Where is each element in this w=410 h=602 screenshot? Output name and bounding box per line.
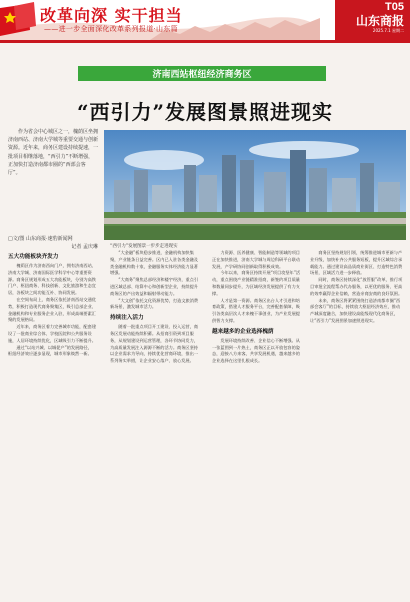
paragraph: 人才是第一资源。商务区出台人才引进和培育政策，搭建人才服务平台，完善配套保障，吸引各类高层次人才来槐干事创业，为产业发展提供智力支撑。 — [212, 297, 300, 323]
page-badge — [335, 0, 410, 40]
paragraph: 通过“以站兴城、以城促产”的发展路径，枢纽经济效应逐步显现，城市形象焕然一新。 — [8, 344, 92, 357]
paragraph: “大文创”依托文化资源优势，打造文旅消费新场景，激发城市活力。 — [110, 297, 199, 310]
masthead-banner — [0, 0, 410, 40]
article-headline: “西引力”发展图景照进现实 — [76, 100, 333, 124]
subhead-3: 越来越多的企业选择槐荫 — [212, 328, 274, 335]
article-intro: 作为省会中心城区之一，槐荫区坐拥济南西站、济南大学城等重要交通与创新资源。近年来，商务区建设持续提速，一批项目相继落地，“西引力”不断增强，正加快打造济南都市圈的“西部会客厅”。 — [8, 129, 98, 177]
paragraph: “大商务”聚焦总部经济和楼宇经济，重点引进区域总部、结算中心和创新型企业，持续提升商务区的产出效益和辐射带动能力。 — [110, 277, 199, 296]
section-label: 济南西站枢纽经济商务区 — [152, 70, 252, 80]
paper-section-name: 山东商报 — [355, 14, 404, 28]
paragraph: 力资源、医养健康、智能制造等领域的项目正在加快推进，济南大学城与周边科研平台联动发展，产学研协同创新取得积极成效。 — [212, 250, 300, 269]
article-column-2 — [110, 250, 202, 596]
paragraph: 未来，商务区将紧紧围绕打造济南都市圈“西部会客厅”的目标，持续放大枢纽经济效应，推动产城深度融合，加快建设高能级现代化商务区，让“西引力”发展图景加速照进现实。 — [310, 297, 401, 323]
paragraph: 槐荫区作为济南西向门户，拥有济南西站、济南大学城、济南国际医学科学中心等重要资源。商务区规划形成五大功能板块，分别为高铁门户、枢纽商务、科技创新、文化旅游和生态宜居，各板块之间功能互补、协同发展。 — [8, 263, 96, 296]
byline-reporter: 记者 孟庆琳 — [71, 244, 98, 250]
paragraph: 在空间布局上，商务区依托济南西站交通优势，积极打造现代商务聚集区，吸引总部企业、金融机构和专业服务企业入驻，形成高端要素汇聚的发展格局。 — [8, 296, 96, 323]
banner-subtitle: ——进一步全面深化改革系列报道·山东篇 — [44, 25, 178, 33]
paragraph: 发展环境持续改善、企业信心不断增强。从一张蓝图到一片热土，商务区正以开放包容的姿态，迎接八方来客，共享发展机遇，越来越多的企业选择在这里扎根成长。 — [212, 337, 300, 364]
byline-outlet: □文/图 山东商报·速豹新闻网 — [8, 236, 73, 242]
article-column-3 — [212, 250, 304, 596]
paragraph: 同时，商务区持续深化“放管服”改革，推行项目审批全流程帮办代办服务，以更优的服务、更高的效率赢得企业信赖，营造亲商安商的良好氛围。 — [310, 277, 403, 296]
article-column-1 — [8, 250, 96, 596]
subhead-2: 持续注入活力 — [110, 315, 144, 322]
photo-caption: “西引力”发展图景一步步走进现实 — [110, 244, 178, 249]
banner-rule — [0, 40, 410, 43]
cityscape-photo — [104, 130, 406, 240]
subhead-1: 五大功能板块齐发力 — [8, 254, 59, 260]
paragraph: 商务区坚持规划引领，统筹推进城市更新与产业升级，加快补齐公共服务短板，提升区域综合承载能力。通过建设高品质商业街区、打造特色消费场景，区域活力进一步释放。 — [310, 250, 403, 276]
issue-date: 2025.7.1 星期二 — [372, 28, 404, 33]
paragraph: “大金融”板块稳步推进，金融机构加快集聚，产业链条日益完善。区内已入驻各类金融及类金融机构数十家，金融服务实体经济能力显著增强。 — [110, 250, 198, 276]
banner-title: 改革向深 实干担当 — [40, 6, 183, 25]
paragraph: 近年来，商务区着力完善城市功能，配套建设了一批商业综合体、学校医院和公共服务设施，人居环境持续优化，区域吸引力不断提升。 — [8, 324, 96, 343]
paragraph: 随着一批重点项目开工建设、投入运营，商务区发展动能持续积蓄。从招商引资到项目服务，从规划建设到运营管理，各环节协同发力，为高质量发展注入源源不断的活力。商务区坚持以企业需求为导向，持续优化营商环境，推出一系列务实举措，让企业安心落户、放心发展。 — [110, 324, 198, 364]
page-number: T05 — [385, 1, 404, 13]
section-label-bar — [78, 66, 326, 81]
article-byline — [8, 235, 98, 251]
paragraph: 今年以来，商务区持续开展“项目攻坚年”活动，重点围绕产业链精准招商，新签约项目质量和数量同步提升，为区域经济发展提供了有力支撑。 — [212, 270, 301, 296]
article-column-4 — [310, 250, 404, 596]
